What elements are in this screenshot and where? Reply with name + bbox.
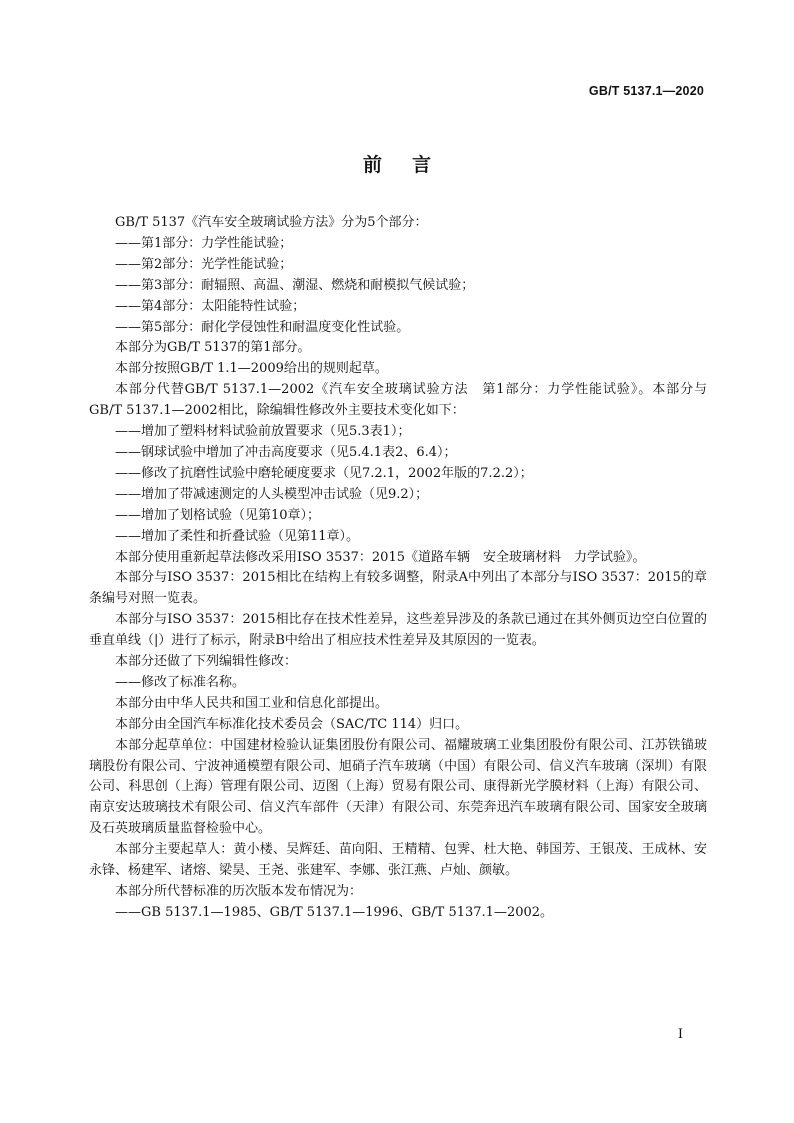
list-item: ——修改了标准名称。: [115, 674, 246, 690]
list-item: ——第1部分：力学性能试验；: [115, 235, 293, 251]
paragraph: 本部分所代替标准的历次版本发布情况为：: [115, 884, 363, 899]
paragraph: 本部分与ISO 3537：2015相比在结构上有较多调整，附录A中列出了本部分与ISO 3537：2015的章条编号对照一览表。: [89, 570, 707, 607]
paragraph: 本部分与ISO 3537：2015相比存在技术性差异，这些差异涉及的条款已通过在其外侧页边空白位置的垂直单线（|）进行了标示，附录B中给出了相应技术性差异及其原因的一览表。: [89, 612, 707, 649]
list-item: ——修改了抗磨性试验中磨轮硬度要求（见7.2.1，2002年版的7.2.2）；: [115, 465, 533, 481]
paragraph: 本部分按照GB/T 1.1—2009给出的规则起草。: [115, 361, 388, 377]
paragraph: 本部分由全国汽车标准化技术委员会（SAC/TC 114）归口。: [115, 716, 469, 732]
list-item: ——第2部分：光学性能试验；: [115, 256, 293, 272]
paragraph: 本部分为GB/T 5137的第1部分。: [115, 340, 311, 356]
page-title: 前言: [362, 154, 461, 176]
list-item: ——增加了塑料材料试验前放置要求（见5.3表1）；: [115, 424, 411, 440]
list-item: ——增加了柔性和折叠试验（见第11章）。: [115, 528, 360, 544]
standard-number: GB/T 5137.1—2020: [588, 84, 704, 98]
list-item: ——第4部分：太阳能特性试验；: [115, 298, 306, 314]
paragraph: 本部分还做了下列编辑性修改：: [115, 654, 298, 670]
paragraph: 本部分主要起草人：黄小楼、吴辉廷、苗向阳、王精精、包霁、杜大艳、韩国芳、王银茂、王成林、安永锋、杨建军、诸熔、梁昊、王尧、张建军、李娜、张江燕、卢灿、颜敏。: [89, 842, 707, 879]
paragraph: GB/T 5137《汽车安全玻璃试验方法》分为5个部分：: [115, 215, 428, 230]
list-item: ——第5部分：耐化学侵蚀性和耐温度变化性试验。: [115, 319, 410, 335]
list-item: ——增加了划格试验（见第10章）；: [115, 507, 321, 523]
paragraph: 本部分使用重新起草法修改采用ISO 3537：2015《道路车辆 安全玻璃材料 力学试验》。: [115, 549, 646, 565]
paragraph: 本部分起草单位：中国建材检验认证集团股份有限公司、福耀玻璃工业集团股份有限公司、江苏铁锚玻璃股份有限公司、宁波神通模塑有限公司、旭硝子汽车玻璃（中国）有限公司、信义汽车玻璃（深圳）有限公司、科思创（上海）管理有限公司、迈图（上海）贸易有限公司、康得新光学膜材料（上海）有限公司、南京安达玻璃技术有限公司、信义汽车部件（天津）有限公司、东莞奔迅汽车玻璃有限公司、国家安全玻璃及石英玻璃质量监督检验中心。: [89, 737, 707, 837]
page-number: I: [677, 1027, 683, 1042]
list-item: ——GB 5137.1—1985、GB/T 5137.1—1996、GB/T 5137.1—2002。: [115, 904, 554, 920]
list-item: ——增加了带减速测定的人头模型冲击试验（见9.2）；: [115, 486, 429, 502]
list-item: ——钢球试验中增加了冲击高度要求（见5.4.1表2、6.4）；: [115, 444, 457, 460]
list-item: ——第3部分：耐辐照、高温、潮湿、燃烧和耐模拟气候试验；: [115, 277, 475, 293]
document-body: [89, 213, 707, 924]
paragraph: 本部分代替GB/T 5137.1—2002《汽车安全玻璃试验方法 第1部分：力学性能试验》。本部分与GB/T 5137.1—2002相比，除编辑性修改外主要技术变化如下：: [89, 382, 707, 419]
paragraph: 本部分由中华人民共和国工业和信息化部提出。: [115, 695, 389, 711]
